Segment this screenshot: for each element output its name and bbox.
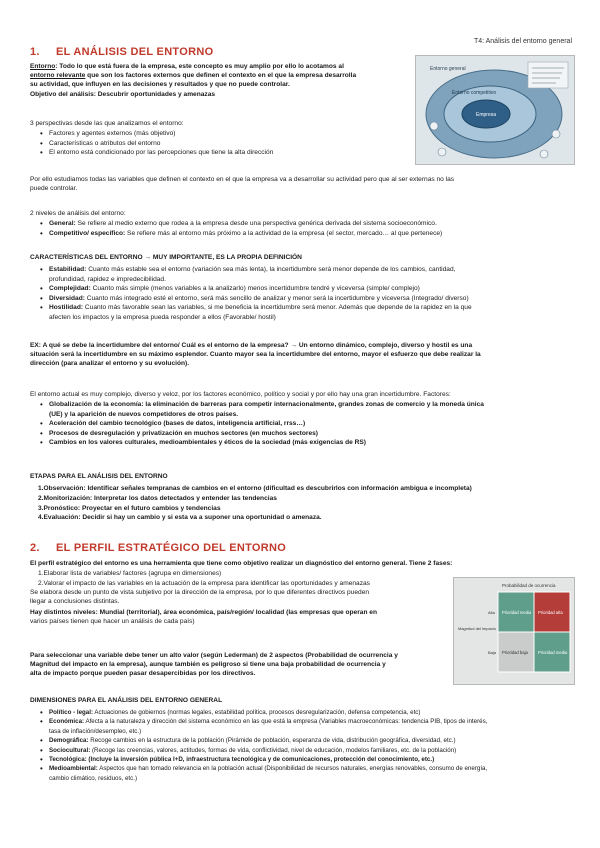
niveles-list (40, 219, 570, 238)
dimensiones-title: DIMENSIONES PARA EL ANÁLISIS DEL ENTORNO GENERAL (30, 697, 223, 704)
section-1-number: 1. (30, 46, 40, 58)
ex-paragraph (30, 341, 575, 369)
list-item (40, 717, 574, 736)
list-item (40, 294, 572, 304)
matrix-side-high: Alta (488, 610, 495, 615)
list-item (40, 265, 572, 284)
niveles-geo-paragraph (30, 608, 455, 626)
entorno-line3: su actividad, que influyen en las decisiones y resultados y que no puede controlar. (30, 81, 290, 89)
list-item (38, 504, 572, 514)
ex-line2: situación será la incertidumbre en su máximo esplendor. Cuanto mayor sea la incertidumbre del entorno, mayor el esfuerzo que debe realizar la (30, 351, 481, 359)
subjetivo-line2: llegar a conclusiones distintas. (30, 598, 120, 606)
dimension-text: (Recoge las creencias, valores, actitudes, formas de vida, conflictividad, nivel de educación, modelos familiares, etc. de la población) (90, 746, 457, 754)
list-item (40, 708, 574, 717)
caracteristica-text: Cuanto más estable sea el entorno (variación sea más lenta), la incertidumbre será menor depende de los cambios, cantidad, (86, 266, 456, 273)
perspectivas-title: 3 perspectivas desde las que analizamos el entorno: (30, 120, 184, 127)
ex-line3: dirección (para analizar el entorno y su evolución). (30, 360, 190, 368)
list-item (38, 513, 572, 523)
list-item (40, 438, 572, 448)
perspectivas-list (40, 129, 380, 158)
section-2-heading (30, 542, 286, 554)
dimension-text-2: cambio climático, residuos, etc.) (49, 774, 138, 782)
etapa-label: 4.Evaluación: (38, 514, 81, 522)
list-item (40, 764, 574, 783)
dimension-label: Medioambiental: (49, 765, 98, 773)
etapas-list (38, 484, 572, 523)
list-item: 1.Elaborar lista de variables/ factores (agrupa en dimensiones) (38, 570, 222, 577)
list-item (40, 400, 572, 419)
entorno-actual-paragraph: El entorno actual es muy complejo, diverso y veloz, por los factores económico, político y social y por ello hay una gran incertidumbre. Factores: (30, 391, 451, 398)
caracteristicas-title: CARACTERÍSTICAS DEL ENTORNO → MUY IMPORTANTE, ES LA PROPIA DEFINICIÓN (30, 254, 302, 261)
section-1-title: EL ANÁLISIS DEL ENTORNO (56, 46, 214, 58)
dimension-label: Económica: (49, 718, 85, 726)
dimension-label: Tecnológica: (49, 756, 87, 764)
etapa-text: Proyectar en el futuro cambios y tendencias (80, 504, 221, 512)
etapa-label: 1.Observación: (38, 485, 86, 492)
niveles-title: 2 niveles de análisis del entorno: (30, 210, 126, 217)
factor-text: Aceleración del cambio tecnológico (bases de datos, inteligencia artificial, rrss…) (49, 420, 306, 428)
ex-line1: EX: A qué se debe la incertidumbre del entorno/ Cuál es el entorno de la empresa? → Un entorno dinámico, complejo, diverso y hostil es una (30, 342, 473, 349)
perfil-intro (30, 559, 575, 568)
caracteristica-text-2: afecten los impactos y la empresa pueda responder a ellos (Favorable/ hostil) (49, 313, 276, 321)
empresa-label: Empresa (476, 112, 497, 118)
niveles-geo-line2: varios países tienen que hacer un análisis de cada país) (30, 618, 195, 626)
etapas-title: ETAPAS PARA EL ANÁLISIS DEL ENTORNO (30, 473, 168, 480)
etapa-label: 3.Pronóstico: (38, 504, 81, 512)
matrix-title: Probabilidad de ocurrencia (502, 583, 556, 588)
valor-line3: alta de impacto porque pueden pasar desapercibidas por los directivos. (30, 670, 256, 678)
subjetivo-line1: Se elabora desde un punto de vista subjetivo por la dirección de la empresa, por lo que diferentes directivos pueden (30, 589, 370, 596)
list-item (40, 755, 574, 764)
prioridad-matrix-svg (454, 578, 574, 684)
dimension-text: Afecta a la naturaleza y dirección del sistema económico en las que está la empresa (Variables macroeconómicas: tendencia PIB, tipos de interés, (84, 718, 488, 726)
list-item (40, 229, 570, 239)
section-2-title: EL PERFIL ESTRATÉGICO DEL ENTORNO (56, 542, 287, 554)
section-2-number: 2. (30, 542, 40, 554)
header-note: T4: Análisis del entorno general (473, 38, 572, 45)
entorno-diagram-svg (416, 56, 574, 164)
factores-list (40, 400, 572, 448)
matrix-cell: Prioridad alta (538, 610, 563, 615)
estudio-paragraph (30, 175, 575, 193)
etapa-text: Decidir si hay un cambio y si esta va a suponer una oportunidad o amenaza. (80, 514, 322, 522)
caracteristica-label: Diversidad: (49, 294, 85, 302)
dimension-text: (Incluye la inversión pública I+D, infraestructura tecnológica y de comunicaciones, protección del conocimiento, etc.) (86, 756, 435, 764)
niveles-geo-line1: Hay distintos niveles: Mundial (territorial), área económica, país/región/ localidad (las empresas que operan en (30, 609, 378, 616)
valor-line1: Para seleccionar una variable debe tener un alto valor (según Lederman) de 2 aspectos (Probabilidad de ocurrencia y (30, 652, 398, 659)
etapa-text: Interpretar los datos detectados y entender las tendencias (92, 494, 277, 502)
list-item (40, 746, 574, 755)
matrix-row-axis: Magnitud del impacto (458, 626, 497, 631)
entorno-definition (30, 62, 415, 99)
entorno-diagram-image (415, 55, 575, 165)
list-item (40, 429, 572, 439)
entorno-label: Entorno (30, 63, 56, 70)
list-item (40, 219, 570, 229)
caracteristica-label: Estabilidad: (49, 266, 87, 273)
dimensiones-list (40, 708, 574, 783)
factor-text-2: (UE) y la aparición de nuevos competidores de otros países. (49, 410, 239, 418)
list-item: • Factores y agentes externos (más objetivo) (40, 129, 380, 139)
list-item (40, 284, 572, 294)
prioridad-matrix-image (453, 577, 575, 685)
etapa-text: Identificar señales tempranas de cambios en el entorno (dificultad es descubrirlos con información ambigua e incompleta) (85, 485, 472, 492)
factor-text: Procesos de desregulación y privatización en muchos sectores (en muchos sectores) (49, 429, 318, 437)
factor-text: Globalización de la economía: la eliminación de barreras para competir internacionalmente, grandes zonas de comercio y la moneda única (49, 401, 484, 408)
list-item (38, 484, 572, 494)
nivel-label: Competitivo/ específico: (49, 229, 126, 237)
caracteristica-text: Cuanto más simple (menos variables a la analizarlo) menos incertidumbre tendré y viceversa (simple/ complejo) (90, 285, 420, 293)
caracteristica-text: Cuanto más favorable sean las variables, si me beneficia la incertidumbre será menor. Además que depende de la rapidez en la que (83, 304, 472, 312)
entorno-relevante: entorno relevante (30, 72, 86, 80)
estudio-line2: puede controlar. (30, 185, 78, 193)
entorno-competitivo-label: Entorno competitivo (452, 90, 497, 96)
section-1-heading (30, 46, 213, 58)
caracteristica-text-2: profundidad, rapidez e impredecibilidad. (49, 275, 166, 283)
matrix-cell: Prioridad media (538, 650, 568, 655)
caracteristicas-list (40, 265, 572, 323)
dimension-text: Actuaciones de gobiernos (normas legales, estabilidad política, procesos desregularización, defensa competencia, etc) (93, 709, 421, 716)
dimension-text: Aspectos que han tomado relevancia en la población actual (Disponibilidad de recursos naturales, energías renovables, consumo de energía, (97, 765, 488, 773)
dimension-text-2: tasa de inflación/desempleo, etc.) (49, 727, 142, 735)
matrix-cell: Prioridad baja (502, 650, 528, 655)
caracteristica-text: Cuanto más integrado esté el entorno, será más sencillo de analizar y menor será la incertidumbre y viceversa (Integrado/ diverso) (84, 294, 469, 302)
valor-line2: Magnitud del impacto en la empresa), aunque también es peligroso si tiene una baja probabilidad de ocurrencia y (30, 661, 386, 669)
list-item: • El entorno está condicionado por las percepciones que tiene la alta dirección (40, 148, 380, 158)
entorno-text: : Todo lo que está fuera de la empresa, este concepto es muy amplio por ello lo acotamos al (55, 63, 344, 70)
caracteristica-label: Hostilidad: (49, 304, 84, 312)
valor-paragraph (30, 651, 450, 679)
matrix-cell: Prioridad media (502, 610, 532, 615)
subjetivo-paragraph (30, 588, 470, 606)
perfil-intro-text: El perfil estratégico del entorno es una herramienta que tiene como objetivo realizar un diagnóstico del entorno general. Tiene 2 fases: (30, 560, 453, 567)
list-item (40, 303, 572, 322)
etapa-label: 2.Monitorización: (38, 494, 93, 502)
list-item (40, 736, 574, 745)
estudio-line1: Por ello estudiamos todas las variables que definen el contexto en el que la empresa va a desarrollar su actividad pero que al ser externas no las (30, 176, 455, 183)
fases-list (38, 569, 478, 589)
entorno-general-label: Entorno general (430, 66, 466, 72)
dimension-label: Sociocultural: (49, 746, 91, 754)
matrix-side-low: Baja (488, 650, 497, 655)
list-item (40, 419, 572, 429)
factor-text: Cambios en los valores culturales, medioambientales y éticos de la sociedad (más exigencias de RS) (49, 439, 366, 447)
entorno-line2: que son los factores externos que definen el contexto en el que la empresa desarrolla (85, 72, 357, 80)
nivel-text: Se refiere al medio externo que rodea a la empresa desde una perspectiva genérica derivada del sistema socioeconómico. (75, 220, 437, 227)
caracteristica-label: Complejidad: (49, 285, 91, 293)
objetivo-analisis: Objetivo del análisis: Descubrir oportunidades y amenazas (30, 90, 216, 98)
dimension-text: Recoge cambios en la estructura de la población (Pirámide de población, esperanza de vida, distribución geográfica, diversidad, etc.) (88, 737, 456, 745)
list-item: • Características o atributos del entorno (40, 139, 380, 149)
list-item (38, 494, 572, 504)
nivel-text: Se refiere más al entorno más próximo a la actividad de la empresa (el sector, mercado… al que pertenece) (125, 229, 443, 237)
dimension-label: Político - legal: (49, 709, 94, 716)
dimension-label: Demográfica: (49, 737, 89, 745)
nivel-label: General: (49, 220, 76, 227)
list-item: 2.Valorar el impacto de las variables en la actuación de la empresa para identificar las oportunidades y amenazas (38, 579, 370, 587)
